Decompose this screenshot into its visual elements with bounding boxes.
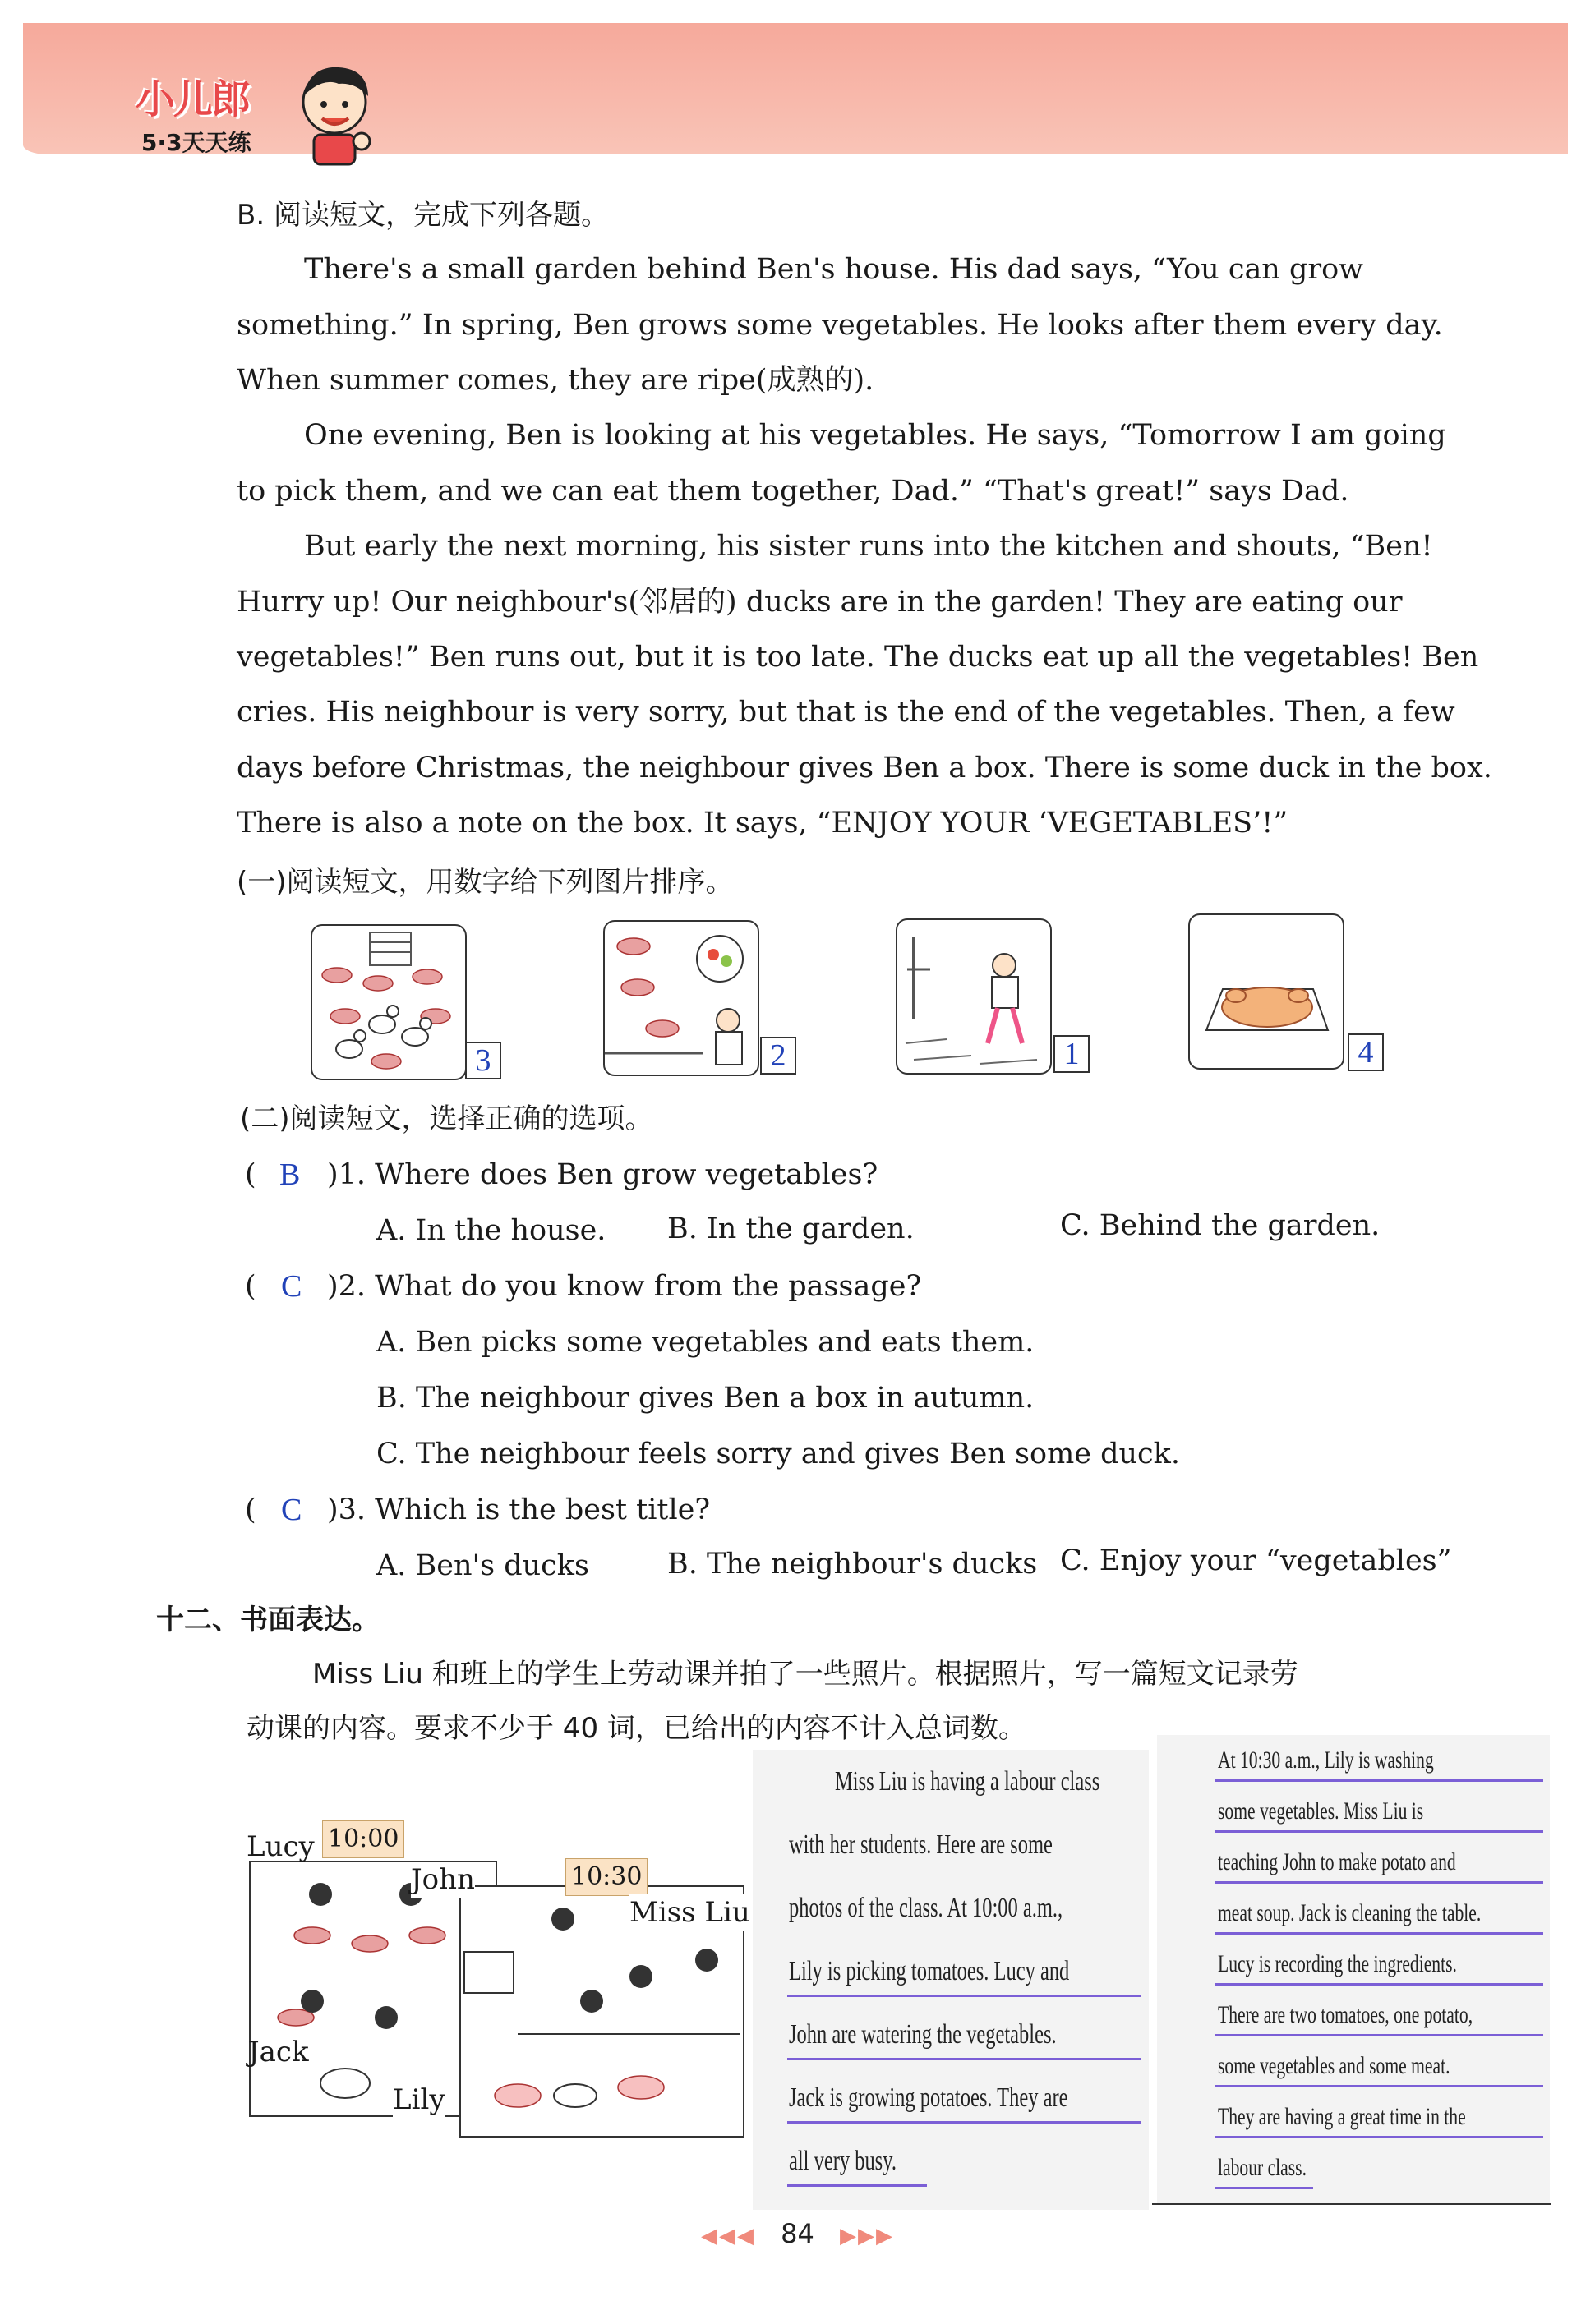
photo-label-miss-liu: Miss Liu [629,1896,750,1929]
question-text: )2. What do you know from the passage? [327,1270,922,1303]
photo-label-john: John [411,1863,475,1896]
passage-line: cries. His neighbour is very sorry, but that is the end of the vegetables. Then, a few [237,696,1455,729]
essay-underline [1215,2187,1313,2189]
essay-underline [787,2058,1141,2060]
answer-value[interactable]: B [279,1157,301,1192]
picture-order-box[interactable]: 4 [1348,1033,1384,1071]
essay-underline [1215,2136,1543,2138]
essay-line: labour class. [1218,2154,1307,2181]
picture-order-box[interactable]: 1 [1053,1035,1090,1073]
essay-line: all very busy. [789,2146,897,2176]
option-c: C. The neighbour feels sorry and gives Ben some duck. [376,1438,1180,1470]
essay-column-1 [753,1750,1149,2210]
passage-line: Hurry up! Our neighbour's(邻居的) ducks are in the garden! They are eating our [237,586,1403,619]
essay-underline [1215,1830,1543,1833]
essay-line: At 10:30 a.m., Lily is washing [1218,1746,1434,1774]
essay-line: Miss Liu is having a labour class [835,1766,1100,1797]
option-a: A. Ben picks some vegetables and eats them. [376,1326,1035,1359]
essay-underline [787,1995,1141,1997]
essay-underline [787,2121,1141,2124]
writing-prompt-line: 动课的内容。要求不少于 40 词，已给出的内容不计入总词数。 [247,1712,1026,1745]
essay-line: Lucy is recording the ingredients. [1218,1950,1457,1977]
option-c: C. Behind the garden. [1060,1209,1381,1242]
essay-underline [787,2184,927,2187]
page-footer [0,2218,1595,2249]
answer-value[interactable]: C [281,1493,302,1527]
labour-class-photos [247,1812,748,2141]
answer-paren-open: ( [245,1158,256,1191]
photo-label-time2: 10:30 [565,1858,648,1896]
essay-underline [1215,1779,1543,1782]
essay-underline [1215,1983,1543,1986]
essay-underline [1215,2034,1543,2036]
page-number: 84 [781,2218,814,2249]
essay-divider [1152,2203,1551,2205]
essay-line: There are two tomatoes, one potato, [1218,2001,1473,2028]
part2-title: (二)阅读短文，选择正确的选项。 [240,1102,653,1135]
passage-line: When summer comes, they are ripe(成熟的). [237,364,874,397]
passage-line: There's a small garden behind Ben's house. His dad says, “You can grow [304,253,1364,286]
ben-looking-at-vegetables-picture [603,920,759,1076]
answer-value[interactable]: C [281,1269,302,1304]
option-b: B. In the garden. [667,1213,915,1245]
essay-line: They are having a great time in the [1218,2103,1466,2130]
header-banner [23,23,1568,154]
essay-line: with her students. Here are some [789,1829,1053,1860]
ben-gardening-picture [896,918,1052,1075]
essay-line: John are watering the vegetables. [789,2019,1057,2050]
option-a: A. Ben's ducks [376,1549,589,1582]
passage-line: There is also a note on the box. It says, “ENJOY YOUR ‘VEGETABLES’!” [237,807,1288,840]
passage-line: vegetables!” Ben runs out, but it is too late. The ducks eat up all the vegetables! Ben [237,641,1479,674]
picture-order-box[interactable]: 2 [760,1037,796,1075]
essay-column-2 [1157,1735,1550,2203]
part1-title: (一)阅读短文，用数字给下列图片排序。 [237,866,734,899]
essay-line: photos of the class. At 10:00 a.m., [789,1893,1063,1923]
passage-line: days before Christmas, the neighbour gives Ben a box. There is some duck in the box. [237,752,1492,785]
essay-line: Jack is growing potatoes. They are [789,2082,1068,2113]
writing-prompt-line: Miss Liu 和班上的学生上劳动课并拍了一些照片。根据照片，写一篇短文记录劳 [312,1658,1298,1691]
duck-in-box-picture [1188,913,1344,1070]
essay-underline [1215,1932,1543,1935]
photo-label-lily: Lily [393,2083,445,2116]
mascot-boy-icon [289,59,380,166]
essay-line: teaching John to make potato and [1218,1848,1456,1875]
question-text: )3. Which is the best title? [327,1493,711,1526]
prev-arrows-icon: ◀◀◀ [701,2224,756,2248]
ducks-in-garden-picture [311,924,467,1080]
essay-line: Lily is picking tomatoes. Lucy and [789,1956,1070,1986]
photo-label-lucy: Lucy [247,1830,315,1863]
essay-line: some vegetables. Miss Liu is [1218,1797,1424,1825]
essay-underline [1215,1881,1543,1884]
passage-line: something.” In spring, Ben grows some vegetables. He looks after them every day. [237,309,1443,342]
next-arrows-icon: ▶▶▶ [839,2224,894,2248]
reading-title: B. 阅读短文，完成下列各题。 [237,199,609,232]
picture-order-box[interactable]: 3 [465,1042,501,1079]
passage-line: But early the next morning, his sister runs into the kitchen and shouts, “Ben! [304,530,1433,563]
passage-line: to pick them, and we can eat them together, Dad.” “That's great!” says Dad. [237,475,1349,508]
passage-line: One evening, Ben is looking at his vegetables. He says, “Tomorrow I am going [304,419,1446,452]
option-c: C. Enjoy your “vegetables” [1060,1544,1452,1577]
answer-paren-open: ( [245,1270,256,1303]
essay-line: some vegetables and some meat. [1218,2052,1450,2079]
option-b: B. The neighbour gives Ben a box in autumn. [376,1382,1035,1415]
photo-label-jack: Jack [248,2036,309,2069]
photo-label-time1: 10:00 [322,1820,404,1858]
option-a: A. In the house. [376,1214,606,1247]
answer-paren-open: ( [245,1493,256,1526]
option-b: B. The neighbour's ducks [667,1548,1038,1581]
question-text: )1. Where does Ben grow vegetables? [327,1158,878,1191]
brand-subtitle: 5·3天天练 [141,129,251,156]
brand-logo: 小儿郎 [136,76,250,122]
writing-title: 十二、书面表达。 [156,1604,380,1636]
essay-underline [1215,2085,1543,2087]
essay-line: meat soup. Jack is cleaning the table. [1218,1899,1482,1926]
